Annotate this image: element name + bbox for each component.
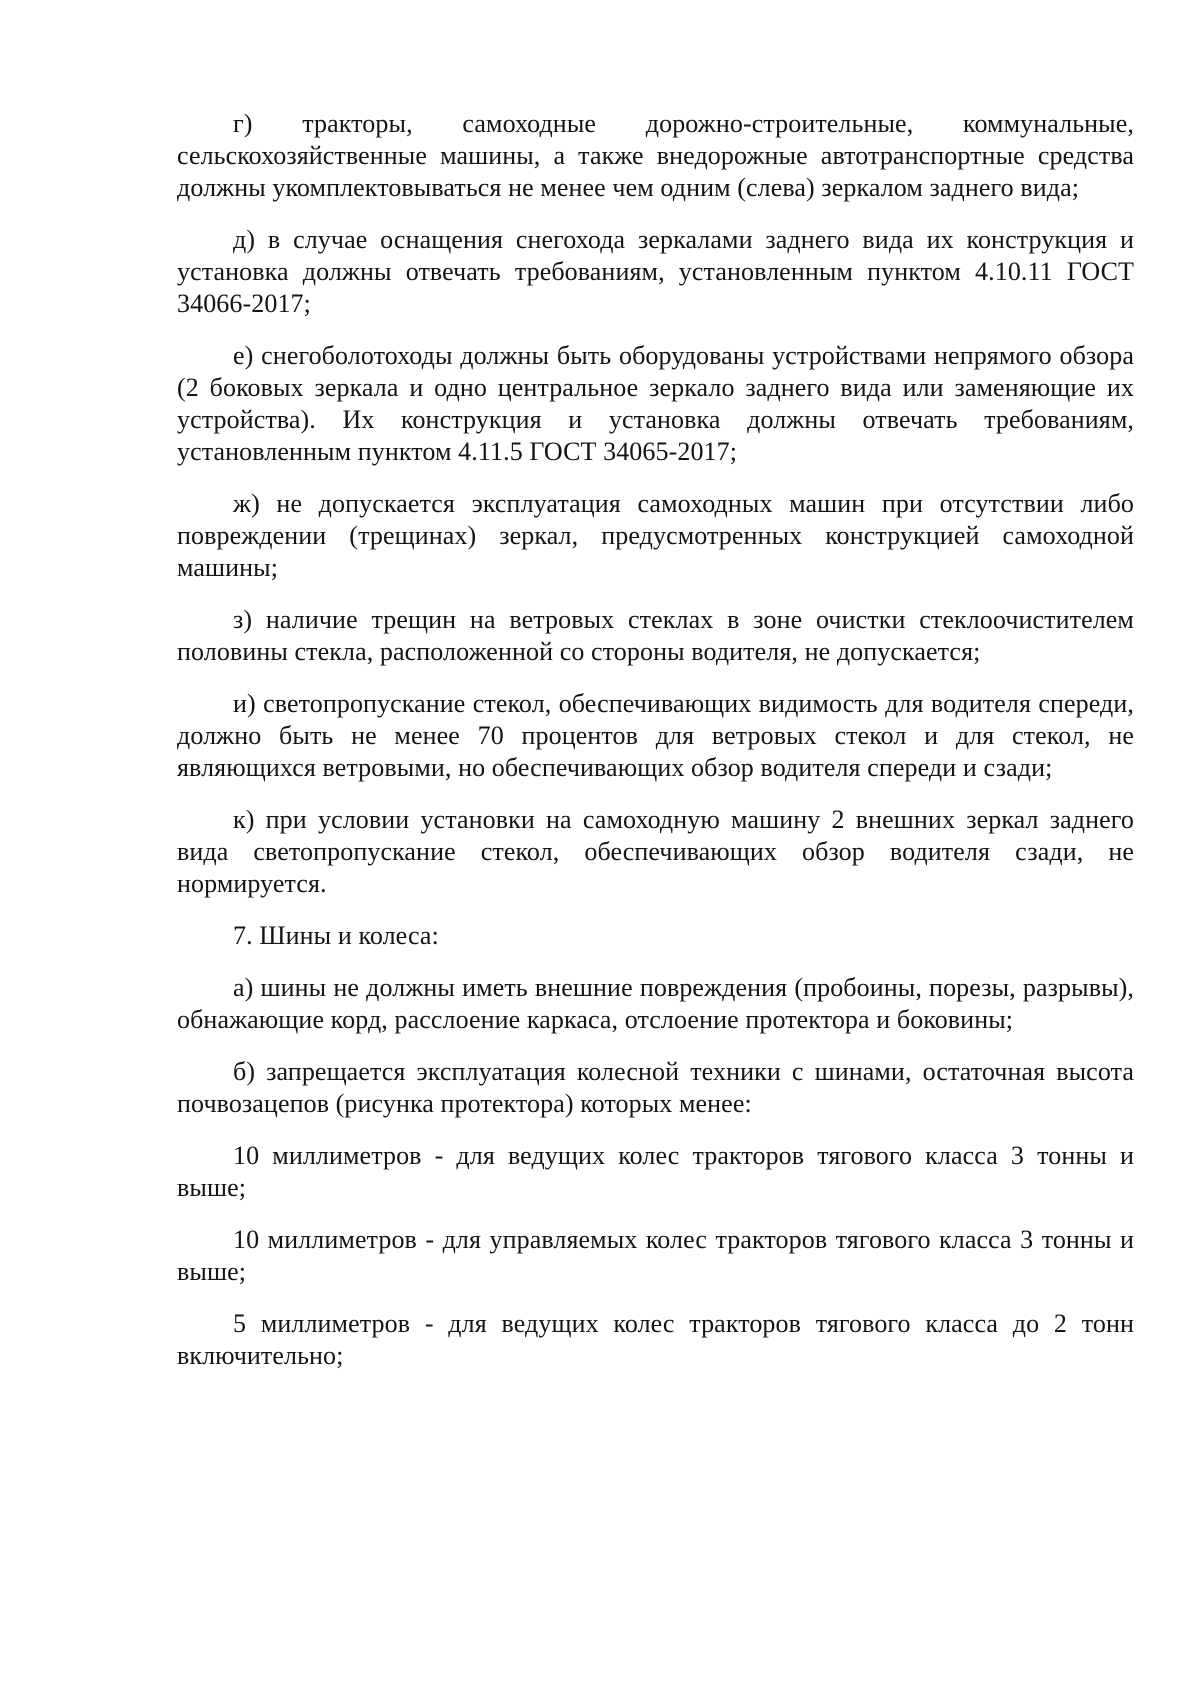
paragraph-windshield-cracks: з) наличие трещин на ветровых стеклах в зоне очистки стеклоочистителем половины стекла, расположенной со стороны водителя, не допускается; xyxy=(177,605,1134,666)
document-body xyxy=(177,108,1134,1392)
paragraph-mirror-damage: ж) не допускается эксплуатация самоходных машин при отсутствии либо повреждении (трещинах) зеркал, предусмотренных конструкцией самоходной машины; xyxy=(177,489,1134,582)
paragraph-snowmobile-mirrors: д) в случае оснащения снегохода зеркалами заднего вида их конструкция и установка должны отвечать требованиям, установленным пунктом 4.10.11 ГОСТ 34066-2017; xyxy=(177,225,1134,318)
section-heading-tires: 7. Шины и колеса: xyxy=(233,921,439,950)
paragraph-tire-damage: а) шины не должны иметь внешние повреждения (пробоины, порезы, разрывы), обнажающие корд, расслоение каркаса, отслоение протектора и боковины; xyxy=(177,973,1134,1034)
paragraph-tread-drive-3t: 10 миллиметров - для ведущих колес тракторов тягового класса 3 тонны и выше; xyxy=(177,1141,1134,1202)
paragraph-swamp-vehicle-mirrors: е) снегоболотоходы должны быть оборудованы устройствами непрямого обзора (2 боковых зеркала и одно центральное зеркало заднего вида или заменяющие их устройства). Их конструкция и установка должны отвечать требованиям, установленным пунктом 4.11.5 ГОСТ 34065-2017; xyxy=(177,341,1134,466)
paragraph-tread-height: б) запрещается эксплуатация колесной техники с шинами, остаточная высота почвозацепов (рисунка протектора) которых менее: xyxy=(177,1057,1134,1118)
paragraph-light-transmission: и) светопропускание стекол, обеспечивающих видимость для водителя спереди, должно быть не менее 70 процентов для ветровых стекол и для стекол, не являющихся ветровыми, но обеспечивающих обзор водителя спереди и сзади; xyxy=(177,689,1134,782)
paragraph-mirrors-tractors: г) тракторы, самоходные дорожно-строительные, коммунальные, сельскохозяйственные машины, а также внедорожные автотранспортные средства должны укомплектовываться не менее чем одним (слева) зеркалом заднего вида; xyxy=(177,109,1134,202)
paragraph-tread-drive-2t: 5 миллиметров - для ведущих колес тракторов тягового класса до 2 тонн включительно; xyxy=(177,1309,1134,1370)
paragraph-rear-transmission: к) при условии установки на самоходную машину 2 внешних зеркал заднего вида светопропускание стекол, обеспечивающих обзор водителя сзади, не нормируется. xyxy=(177,805,1134,898)
paragraph-tread-steer-3t: 10 миллиметров - для управляемых колес тракторов тягового класса 3 тонны и выше; xyxy=(177,1225,1134,1286)
